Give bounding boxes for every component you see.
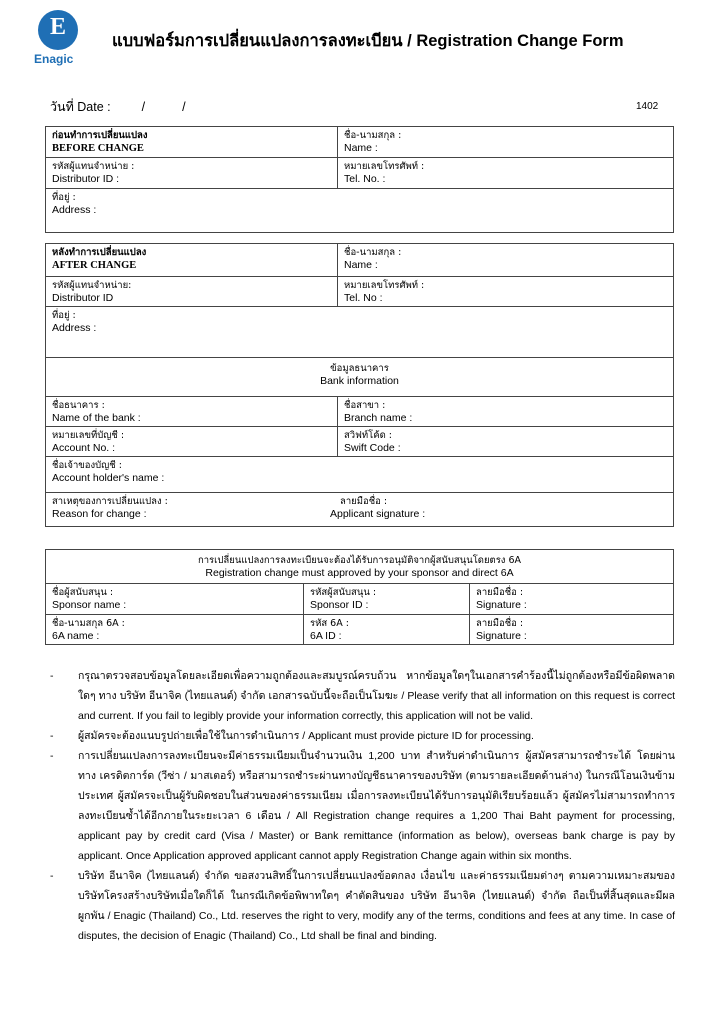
before-address-field[interactable]: ที่อยู่ : Address : bbox=[46, 189, 674, 233]
note-item: - บริษัท อีนาจิค (ไทยแลนด์) จำกัด ขอสงวนสิทธิ์ในการเปลี่ยนแปลงข้อตกลง เงื่อนไข และค่าธรรมเนียมต่างๆ ตามความเหมาะสมของบริษัทโครงสร้างบริษัทเมื่อใดก็ได้ ในกรณีเกิดข้อพิพาทใดๆ คำตัดสินของ บริษัท อีนาจิค (ไทยแลนด์) จำกัด ถือเป็นที่สิ้นสุดและมีผลผูกพัน / Enagic (Thailand) Co., Ltd. reserves the right to very, modify any of the terms, conditions and fees at any time. In case of disputes, the decision of Enagic (Thailand) Co., Ltd shall be final and binding. bbox=[50, 866, 675, 946]
sponsor-id-field[interactable]: รหัสผู้สนับสนุน : Sponsor ID : bbox=[304, 584, 470, 615]
reason-signature-inner bbox=[52, 495, 667, 521]
enagic-logo bbox=[32, 10, 88, 66]
branch-name-field[interactable]: ชื่อสาขา : Branch name : bbox=[338, 397, 674, 427]
date-sep-2: / bbox=[182, 100, 186, 114]
applicant-signature-field[interactable]: ลายมือชื่อ : Applicant signature : bbox=[330, 496, 426, 520]
sixa-name-field[interactable]: ชื่อ-นามสกุล 6A : 6A name : bbox=[46, 615, 304, 645]
sixa-signature-field[interactable]: ลายมือชื่อ : Signature : bbox=[470, 615, 674, 645]
after-heading: หลังทำการเปลี่ยนแปลง AFTER CHANGE bbox=[46, 244, 338, 277]
sponsor-signature-field[interactable]: ลายมือชื่อ : Signature : bbox=[470, 584, 674, 615]
sponsor-approval-table bbox=[45, 549, 674, 645]
reason-signature-row bbox=[46, 493, 674, 527]
before-change-table bbox=[45, 126, 674, 233]
logo-letter: E bbox=[49, 14, 66, 40]
sponsor-heading: การเปลี่ยนแปลงการลงทะเบียนจะต้องได้รับการอนุมัติจากผู้สนับสนุนโดยตรง 6A Registration change must approved by your sponsor and direct 6A bbox=[46, 550, 674, 584]
before-heading: ก่อนทำการเปลี่ยนแปลง BEFORE CHANGE bbox=[46, 127, 338, 158]
sponsor-name-field[interactable]: ชื่อผู้สนับสนุน : Sponsor name : bbox=[46, 584, 304, 615]
date-sep-1: / bbox=[141, 100, 146, 114]
after-name-field[interactable]: ชื่อ-นามสกุล : Name : bbox=[338, 244, 674, 277]
after-distributor-id-field[interactable]: รหัสผู้แทนจำหน่าย: Distributor ID bbox=[46, 277, 338, 307]
account-holder-field[interactable]: ชื่อเจ้าของบัญชี : Account holder's name : bbox=[46, 457, 674, 493]
after-tel-field[interactable]: หมายเลขโทรศัพท์ : Tel. No : bbox=[338, 277, 674, 307]
logo-mark bbox=[38, 10, 78, 50]
reason-field[interactable]: สาเหตุของการเปลี่ยนแปลง : Reason for change : bbox=[52, 496, 168, 520]
sixa-id-field[interactable]: รหัส 6A : 6A ID : bbox=[304, 615, 470, 645]
date-label: วันที่ Date : bbox=[50, 100, 111, 114]
note-text: กรุณาตรวจสอบข้อมูลโดยละเอียดเพื่อความถูกต้องและสมบูรณ์ครบถ้วน หากข้อมูลใดๆในเอกสารคำร้องนี้ไม่ถูกต้องหรือมีข้อผิดพลาดใดๆ ทาง บริษัท อีนาจิค (ไทยแลนด์) จำกัด เอกสารฉบับนี้จะถือเป็นโมฆะ / Please verify that all information on this request is correct and current. If you fail to legibly provide your information correctly, this application will not be valid. bbox=[78, 670, 675, 722]
after-address-field[interactable]: ที่อยู่ : Address : bbox=[46, 307, 674, 358]
note-item: - ผู้สมัครจะต้องแนบรูปถ่ายเพื่อใช้ในการดำเนินการ / Applicant must provide picture ID for processing. bbox=[50, 726, 675, 746]
terms-notes bbox=[50, 666, 675, 946]
note-text: ผู้สมัครจะต้องแนบรูปถ่ายเพื่อใช้ในการดำเนินการ / Applicant must provide picture ID for processing. bbox=[78, 730, 534, 742]
date-row bbox=[50, 97, 186, 117]
before-tel-field[interactable]: หมายเลขโทรศัพท์ : Tel. No. : bbox=[338, 158, 674, 189]
swift-code-field[interactable]: สวิฟท์โค้ด : Swift Code : bbox=[338, 427, 674, 457]
before-distributor-id-field[interactable]: รหัสผู้แทนจำหน่าย : Distributor ID : bbox=[46, 158, 338, 189]
note-text: การเปลี่ยนแปลงการลงทะเบียนจะมีค่าธรรมเนียมเป็นจำนวนเงิน 1,200 บาท สำหรับค่าดำเนินการ ผู้สมัครสามารถชำระได้ โดยผ่านทาง เครดิตการ์ด (วีซ่า / มาสเตอร์) หรือสามารถชำระผ่านทางบัญชีธนาคารของบริษัท (ตามรายละเอียดด้านล่าง) ในกรณีโอนเงินข้ามประเทศ ผู้สมัครจะเป็นผู้รับผิดชอบในส่วนของค่าธรรมเนียม เมื่อการลงทะเบียนได้รับการอนุมัติเรียบร้อยแล้ว ผู้สมัครไม่สามารถทำการลงทะเบียนซ้ำได้อีกภายในระยะเวลา 6 เดือน / All Registration change requires a 1,200 Thai Baht payment for processing, applicant pay by credit card (Visa / Master) or Bank remittance (information as below), overseas bank charge is pay by applicant. Once Application approved applicant cannot apply Registration Change again within six months. bbox=[78, 750, 675, 862]
note-text: บริษัท อีนาจิค (ไทยแลนด์) จำกัด ขอสงวนสิทธิ์ในการเปลี่ยนแปลงข้อตกลง เงื่อนไข และค่าธรรมเนียมต่างๆ ตามความเหมาะสมของบริษัทโครงสร้างบริษัทเมื่อใดก็ได้ ในกรณีเกิดข้อพิพาทใดๆ คำตัดสินของ บริษัท อีนาจิค (ไทยแลนด์) จำกัด ถือเป็นที่สิ้นสุดและมีผลผูกพัน / Enagic (Thailand) Co., Ltd. reserves the right to very, modify any of the terms, conditions and fees at any time. In case of disputes, the decision of Enagic (Thailand) Co., Ltd shall be final and binding. bbox=[78, 870, 675, 942]
after-change-table bbox=[45, 243, 674, 527]
form-title: แบบฟอร์มการเปลี่ยนแปลงการลงทะเบียน / Registration Change Form bbox=[112, 32, 624, 50]
note-item: - การเปลี่ยนแปลงการลงทะเบียนจะมีค่าธรรมเนียมเป็นจำนวนเงิน 1,200 บาท สำหรับค่าดำเนินการ ผู้สมัครสามารถชำระได้ โดยผ่านทาง เครดิตการ์ด (วีซ่า / มาสเตอร์) หรือสามารถชำระผ่านทางบัญชีธนาคารของบริษัท (ตามรายละเอียดด้านล่าง) ในกรณีโอนเงินข้ามประเทศ ผู้สมัครจะเป็นผู้รับผิดชอบในส่วนของค่าธรรมเนียม เมื่อการลงทะเบียนได้รับการอนุมัติเรียบร้อยแล้ว ผู้สมัครไม่สามารถทำการลงทะเบียนซ้ำได้อีกภายในระยะเวลา 6 เดือน / All Registration change requires a 1,200 Thai Baht payment for processing, applicant pay by credit card (Visa / Master) or Bank remittance (information as below), overseas bank charge is pay by applicant. Once Application approved applicant cannot apply Registration Change again within six months. bbox=[50, 746, 675, 866]
account-no-field[interactable]: หมายเลขที่บัญชี : Account No. : bbox=[46, 427, 338, 457]
note-item: - กรุณาตรวจสอบข้อมูลโดยละเอียดเพื่อความถูกต้องและสมบูรณ์ครบถ้วน หากข้อมูลใดๆในเอกสารคำร้องนี้ไม่ถูกต้องหรือมีข้อผิดพลาดใดๆ ทาง บริษัท อีนาจิค (ไทยแลนด์) จำกัด เอกสารฉบับนี้จะถือเป็นโมฆะ / Please verify that all information on this request is correct and current. If you fail to legibly provide your information correctly, this application will not be valid. bbox=[50, 666, 675, 726]
form-code: 1402 bbox=[636, 101, 659, 112]
logo-text: Enagic bbox=[34, 52, 74, 66]
bank-name-field[interactable]: ชื่อธนาคาร : Name of the bank : bbox=[46, 397, 338, 427]
bank-heading: ข้อมูลธนาคาร Bank information bbox=[46, 358, 674, 397]
before-name-field[interactable]: ชื่อ-นามสกุล : Name : bbox=[338, 127, 674, 158]
